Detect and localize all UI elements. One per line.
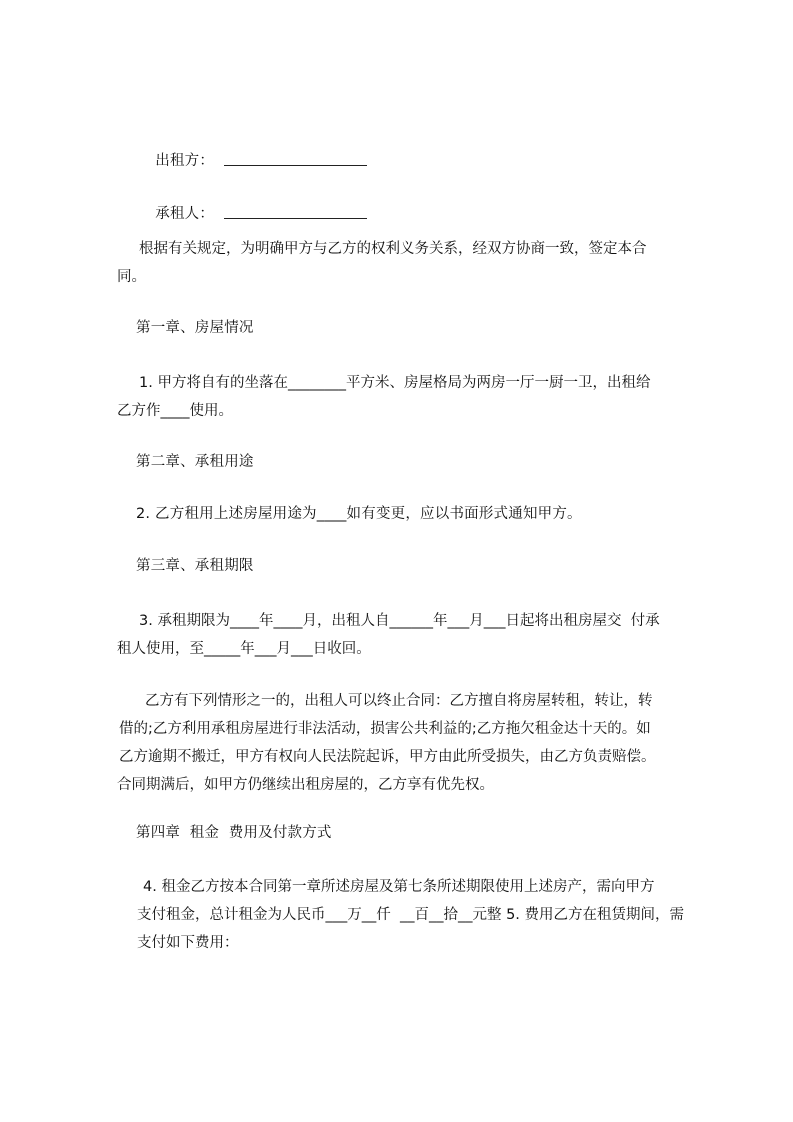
termination-line: 乙方逾期不搬迁，甲方有权向人民法院起诉，甲方由此所受损失，由乙方负责赔偿。 [119,749,656,765]
lessor-row [136,131,367,191]
termination-line: 合同期满后，如甲方仍继续出租房屋的，乙方享有优先权。 [117,777,494,793]
intro-line: 根据有关规定，为明确甲方与乙方的权利义务关系，经双方协商一致，签定本合 [139,241,647,257]
lessee-blank[interactable] [224,204,367,219]
clause3-paragraph [117,607,717,663]
clause4-line: 4. 租金乙方按本合同第一章所述房屋及第七条所述期限使用上述房产，需向甲方 [143,879,655,895]
clause1-line: 1. 甲方将自有的坐落在________平方米、房屋格局为两房一厅一厨一卫，出租给 [139,375,651,391]
lessor-blank[interactable] [224,151,367,166]
clause1-line: 乙方作____使用。 [117,403,233,419]
termination-line: 借的;乙方利用承租房屋进行非法活动，损害公共利益的;乙方拖欠租金达十天的。如 [119,721,651,737]
clause2-text: 2. 乙方租用上述房屋用途为____如有变更，应以书面形式通知甲方。 [136,506,582,522]
clause1-paragraph [117,369,717,425]
termination-line: 乙方有下列情形之一的，出租人可以终止合同：乙方擅自将房屋转租，转让，转 [145,693,653,709]
lessor-label: 出租方： [155,153,215,169]
clause3-line: 租人使用，至_____年___月___日收回。 [117,641,371,657]
chapter1-heading: 第一章、房屋情况 [136,320,254,336]
termination-paragraph [117,687,717,799]
chapter2-heading: 第二章、承租用途 [136,454,254,470]
clause4-line: 支付租金，总计租金为人民币___万__仟 __百__拾__元整 5. 费用乙方在租赁期间，需 [137,907,685,923]
clause3-line: 3. 承租期限为____年____月，出租人自______年___月___日起将出租房屋交 付承 [139,613,660,629]
intro-paragraph [117,235,717,291]
lessee-label: 承租人： [155,206,215,222]
clause4-line: 支付如下费用： [137,935,239,951]
chapter3-heading: 第三章、承租期限 [136,558,254,574]
clause4-paragraph [117,873,717,957]
chapter4-heading: 第四章 租金 费用及付款方式 [136,825,332,841]
intro-line: 同。 [117,269,146,285]
